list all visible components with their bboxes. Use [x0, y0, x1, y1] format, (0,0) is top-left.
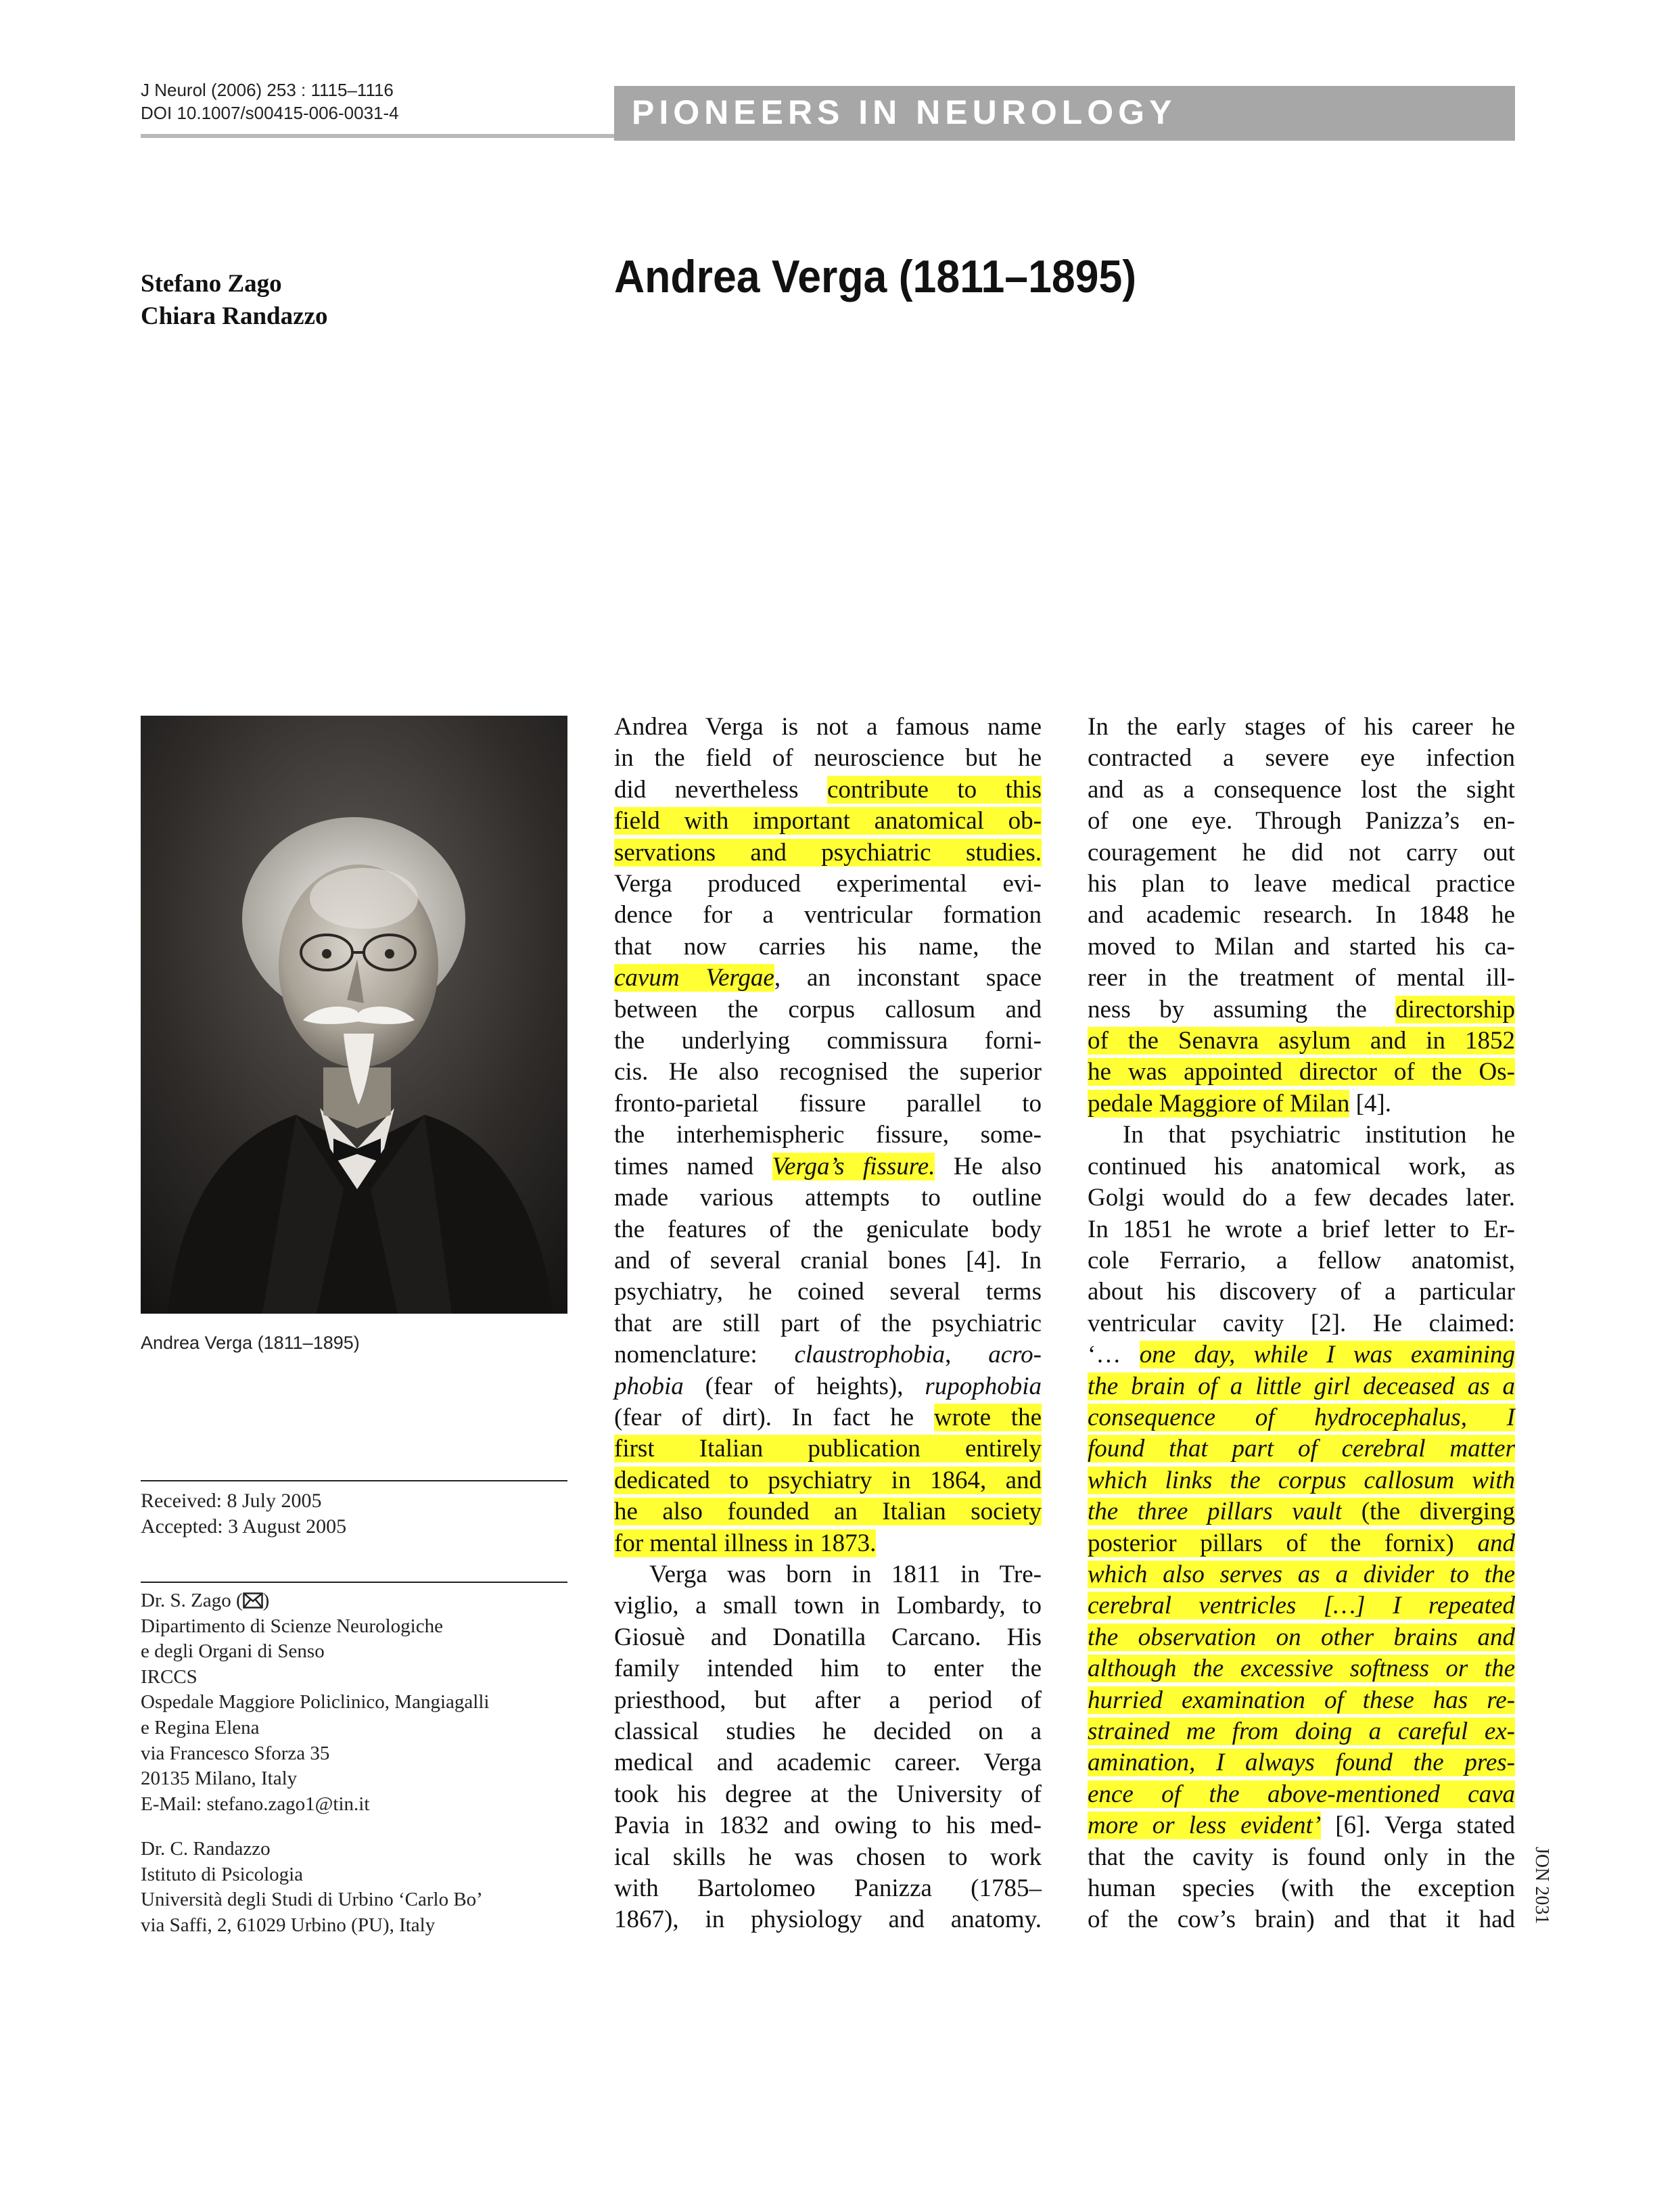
envelope-icon	[243, 1592, 263, 1609]
body-line	[1088, 1088, 1515, 1120]
body-line	[614, 1873, 1042, 1904]
highlighted-text: cerebral ventricles […] I repeated	[1088, 1592, 1515, 1620]
address-line: via Francesco Sforza 35	[141, 1742, 330, 1764]
text-run: continued his anatomical work, as	[1088, 1152, 1515, 1180]
body-line	[1088, 1182, 1515, 1214]
highlighted-text: he was appointed director of the Os-	[1088, 1058, 1515, 1086]
text-run: He also	[935, 1152, 1042, 1180]
text-run: ical skills he was chosen to work	[614, 1843, 1042, 1871]
highlighted-text: found that part of cerebral matter	[1088, 1435, 1515, 1463]
highlighted-text: for mental illness in 1873.	[614, 1529, 877, 1557]
divider	[141, 1582, 567, 1583]
text-run: phobia	[614, 1372, 684, 1400]
highlighted-text: amination, I always found the pres-	[1088, 1749, 1515, 1777]
highlighted-text: ence of the above-mentioned cava	[1088, 1780, 1515, 1808]
body-line	[1088, 1904, 1515, 1935]
text-run: contracted a severe eye infection	[1088, 744, 1515, 773]
text-run: cole Ferrario, a fellow anatomist,	[1088, 1246, 1515, 1274]
body-line	[614, 1120, 1042, 1151]
body-line	[1088, 869, 1515, 900]
body-line	[1088, 1402, 1515, 1433]
text-run: 1867), in physiology and anatomy.	[614, 1906, 1042, 1934]
body-line	[1088, 1026, 1515, 1057]
author1-name-end: )	[262, 1590, 270, 1611]
journal-citation	[141, 78, 399, 124]
body-line	[1088, 1057, 1515, 1088]
text-run: times named	[614, 1152, 772, 1180]
author-list	[141, 268, 327, 333]
text-run: priesthood, but after a period of	[614, 1686, 1042, 1714]
body-line	[1088, 712, 1515, 743]
address-line: Università degli Studi di Urbino ‘Carlo Bo’	[141, 1889, 483, 1911]
correspondence-author2	[141, 1837, 483, 1938]
article-title: Andrea Verga (1811–1895)	[614, 251, 1137, 302]
highlighted-text: directorship	[1395, 995, 1515, 1023]
highlighted-text: wrote the	[933, 1403, 1042, 1431]
body-line	[1088, 743, 1515, 774]
text-run: Pavia in 1832 and owing to his med-	[614, 1812, 1042, 1840]
highlighted-text: pedale Maggiore of Milan	[1088, 1089, 1350, 1117]
body-line	[1088, 1559, 1515, 1590]
text-run: viglio, a small town in Lombardy, to	[614, 1592, 1042, 1620]
body-column-right	[1088, 712, 1515, 1936]
text-run: ,	[945, 1341, 989, 1369]
author1-name: Dr. S. Zago (	[141, 1590, 243, 1611]
text-run: nomenclature:	[614, 1341, 795, 1369]
body-line	[1088, 1810, 1515, 1841]
text-run: and academic research. In 1848 he	[1088, 901, 1515, 929]
text-run: made various attempts to outline	[614, 1184, 1042, 1212]
highlighted-text: although the excessive softness or the	[1088, 1655, 1515, 1683]
body-line	[614, 743, 1042, 774]
section-label: PIONEERS IN NEUROLOGY	[632, 93, 1177, 131]
text-run: psychiatry, he coined several terms	[614, 1278, 1042, 1306]
body-line	[1088, 1590, 1515, 1621]
highlighted-text: he also founded an Italian society	[614, 1498, 1042, 1526]
body-line	[1088, 900, 1515, 931]
text-run: Andrea Verga is not a famous name	[614, 713, 1042, 741]
side-code: JON 2031	[1531, 1847, 1552, 1925]
text-run: In the early stages of his career he	[1088, 713, 1515, 741]
body-line	[1088, 1245, 1515, 1276]
body-line	[1088, 1528, 1515, 1559]
text-run: acro-	[988, 1341, 1042, 1369]
section-banner	[614, 86, 1515, 141]
body-line	[1088, 1339, 1515, 1370]
text-run: rupophobia	[925, 1372, 1042, 1400]
body-line	[1088, 1151, 1515, 1182]
body-line	[614, 1622, 1042, 1653]
text-run: the underlying commissura forni-	[614, 1027, 1042, 1055]
body-line	[614, 1276, 1042, 1308]
text-run: fronto-parietal fissure parallel to	[614, 1089, 1042, 1117]
text-run: his plan to leave medical practice	[1088, 870, 1515, 898]
highlighted-text: first Italian publication entirely	[614, 1435, 1042, 1463]
body-line	[1088, 1685, 1515, 1716]
highlighted-text: which links the corpus callosum with	[1088, 1466, 1515, 1494]
body-line	[1088, 1120, 1515, 1151]
body-line	[614, 1308, 1042, 1339]
body-line	[614, 1245, 1042, 1276]
body-line	[614, 712, 1042, 743]
highlighted-text: more or less evident’	[1088, 1812, 1322, 1840]
body-line	[1088, 1214, 1515, 1245]
text-run: reer in the treatment of mental ill-	[1088, 964, 1515, 992]
text-run: classical studies he decided on a	[614, 1718, 1042, 1745]
author-name: Stefano Zago	[141, 270, 282, 298]
body-line	[1088, 1371, 1515, 1402]
body-line	[614, 1590, 1042, 1621]
address-line: 20135 Milano, Italy	[141, 1768, 298, 1790]
address-line: IRCCS	[141, 1665, 197, 1688]
body-line	[614, 963, 1042, 994]
text-run: took his degree at the University of	[614, 1780, 1042, 1808]
body-line	[614, 1810, 1042, 1841]
body-line	[614, 1402, 1042, 1433]
body-line	[614, 1151, 1042, 1182]
body-line	[614, 1088, 1042, 1120]
highlighted-text: dedicated to psychiatry in 1864, and	[614, 1466, 1042, 1494]
body-line	[1088, 1308, 1515, 1339]
text-run: moved to Milan and started his ca-	[1088, 932, 1515, 961]
text-run: ness by assuming the	[1088, 995, 1396, 1023]
text-run: did nevertheless	[614, 775, 827, 804]
highlighted-text: field with important anatomical ob-	[614, 807, 1042, 835]
body-line	[1088, 1465, 1515, 1496]
citation-line: J Neurol (2006) 253 : 1115–1116	[141, 80, 394, 100]
text-run: Golgi would do a few decades later.	[1088, 1184, 1515, 1212]
text-run: [6]. Verga stated	[1321, 1812, 1515, 1840]
body-line	[1088, 1622, 1515, 1653]
body-line	[614, 994, 1042, 1026]
body-line	[614, 869, 1042, 900]
figure-caption: Andrea Verga (1811–1895)	[141, 1333, 360, 1353]
highlighted-text: consequence of hydrocephalus, I	[1088, 1403, 1515, 1431]
text-run: (fear of heights),	[683, 1372, 925, 1400]
text-run: ventricular cavity [2]. He claimed:	[1088, 1309, 1515, 1337]
highlighted-text: the three pillars vault	[1088, 1498, 1343, 1526]
text-run: with Bartolomeo Panizza (1785–	[614, 1874, 1042, 1903]
text-run: that the cavity is found only in the	[1088, 1843, 1515, 1871]
address-line: Ospedale Maggiore Policlinico, Mangiagalli	[141, 1691, 490, 1713]
text-run: the interhemispheric fissure, some-	[614, 1121, 1042, 1149]
text-run: medical and academic career. Verga	[614, 1749, 1042, 1777]
body-line	[1088, 1873, 1515, 1904]
text-run: between the corpus callosum and	[614, 995, 1042, 1023]
body-line	[1088, 931, 1515, 963]
body-line	[614, 1339, 1042, 1370]
body-line	[614, 1653, 1042, 1684]
text-run: cis. He also recognised the superior	[614, 1058, 1042, 1086]
body-line	[1088, 1779, 1515, 1810]
body-line	[1088, 1747, 1515, 1778]
text-run: In that psychiatric institution he	[1123, 1121, 1515, 1149]
portrait-photo	[141, 716, 567, 1314]
text-run: , an inconstant space	[774, 964, 1042, 992]
body-line	[614, 1214, 1042, 1245]
body-line	[614, 1433, 1042, 1465]
body-line	[614, 1465, 1042, 1496]
body-line	[614, 1779, 1042, 1810]
text-run: and of several cranial bones [4]. In	[614, 1246, 1042, 1274]
body-line	[1088, 1716, 1515, 1747]
address-line: Dr. C. Randazzo	[141, 1838, 271, 1860]
received-date: Received: 8 July 2005	[141, 1490, 322, 1512]
highlighted-text: cavum Vergae	[614, 964, 774, 992]
text-run: and as a consequence lost the sight	[1088, 775, 1515, 804]
highlighted-text: and	[1477, 1529, 1515, 1557]
highlighted-text: one day, while I was examining	[1139, 1341, 1515, 1369]
body-line	[614, 1747, 1042, 1778]
body-line	[614, 1371, 1042, 1402]
text-run: the features of the geniculate body	[614, 1215, 1042, 1243]
address-line: e Regina Elena	[141, 1716, 260, 1738]
body-line	[614, 775, 1042, 806]
accepted-date: Accepted: 3 August 2005	[141, 1515, 347, 1538]
text-run: In 1851 he wrote a brief letter to Er-	[1088, 1215, 1515, 1243]
email-link[interactable]: E-Mail: stefano.zago1@tin.it	[141, 1793, 370, 1815]
body-line	[614, 1842, 1042, 1873]
text-run: (fear of dirt). In fact he	[614, 1403, 934, 1431]
body-line	[614, 1496, 1042, 1527]
body-line	[1088, 775, 1515, 806]
body-line	[614, 806, 1042, 837]
body-line	[1088, 1496, 1515, 1527]
text-run: about his discovery of a particular	[1088, 1278, 1515, 1306]
address-line: Istituto di Psicologia	[141, 1863, 304, 1885]
text-run: Verga produced experimental evi-	[614, 870, 1042, 898]
doi-line[interactable]: DOI 10.1007/s00415-006-0031-4	[141, 103, 399, 123]
text-run: of one eye. Through Panizza’s en-	[1088, 807, 1515, 835]
article-dates	[141, 1488, 346, 1540]
correspondence-author1	[141, 1588, 489, 1817]
highlighted-text: servations and psychiatric studies.	[614, 838, 1042, 867]
text-run: that are still part of the psychiatric	[614, 1309, 1042, 1337]
text-run: couragement he did not carry out	[1088, 838, 1515, 867]
highlighted-text: posterior pillars of the fornix)	[1088, 1529, 1478, 1557]
body-line	[614, 900, 1042, 931]
divider	[141, 1480, 567, 1481]
body-column-left	[614, 712, 1042, 1936]
body-line	[1088, 994, 1515, 1026]
address-line: via Saffi, 2, 61029 Urbino (PU), Italy	[141, 1914, 436, 1936]
text-run: family intended him to enter the	[614, 1655, 1042, 1683]
body-line	[1088, 1276, 1515, 1308]
body-line	[614, 1716, 1042, 1747]
highlighted-text: (the diverging	[1342, 1498, 1515, 1526]
highlighted-text: hurried examination of these has re-	[1088, 1686, 1515, 1714]
body-line	[614, 1182, 1042, 1214]
body-line	[614, 1057, 1042, 1088]
body-line	[614, 1904, 1042, 1935]
address-line: Dipartimento di Scienze Neurologiche	[141, 1615, 443, 1637]
body-line	[614, 1559, 1042, 1590]
text-run: dence for a ventricular formation	[614, 901, 1042, 929]
body-line	[614, 1685, 1042, 1716]
body-line	[1088, 963, 1515, 994]
text-run: of the cow’s brain) and that it had	[1088, 1906, 1515, 1934]
highlighted-text: the brain of a little girl deceased as a	[1088, 1372, 1515, 1400]
address-line: e degli Organi di Senso	[141, 1640, 325, 1663]
highlighted-text: contribute to this	[827, 775, 1042, 804]
header-rule	[141, 134, 614, 138]
body-line	[614, 837, 1042, 869]
body-line	[1088, 1653, 1515, 1684]
body-line	[1088, 837, 1515, 869]
highlighted-text: Verga’s fissure.	[772, 1152, 935, 1180]
body-line	[614, 931, 1042, 963]
text-run: claustrophobia	[794, 1341, 946, 1369]
text-run: [4].	[1349, 1089, 1391, 1117]
body-line	[614, 1528, 1042, 1559]
author1-name-line	[141, 1588, 489, 1614]
text-run: in the field of neuroscience but he	[614, 744, 1042, 773]
highlighted-text: of the Senavra asylum and in 1852	[1088, 1027, 1515, 1055]
text-run: Verga was born in 1811 in Tre-	[649, 1560, 1042, 1588]
highlighted-text: strained me from doing a careful ex-	[1088, 1718, 1515, 1745]
text-run: human species (with the exception	[1088, 1874, 1515, 1903]
body-line	[1088, 1842, 1515, 1873]
text-run: Giosuè and Donatilla Carcano. His	[614, 1623, 1042, 1651]
text-run: ‘…	[1088, 1341, 1140, 1369]
text-run: that now carries his name, the	[614, 932, 1042, 961]
highlighted-text: which also serves as a divider to the	[1088, 1560, 1515, 1588]
highlighted-text: the observation on other brains and	[1088, 1623, 1515, 1651]
author-name: Chiara Randazzo	[141, 302, 328, 330]
body-line	[1088, 806, 1515, 837]
body-line	[614, 1026, 1042, 1057]
body-line	[1088, 1433, 1515, 1465]
